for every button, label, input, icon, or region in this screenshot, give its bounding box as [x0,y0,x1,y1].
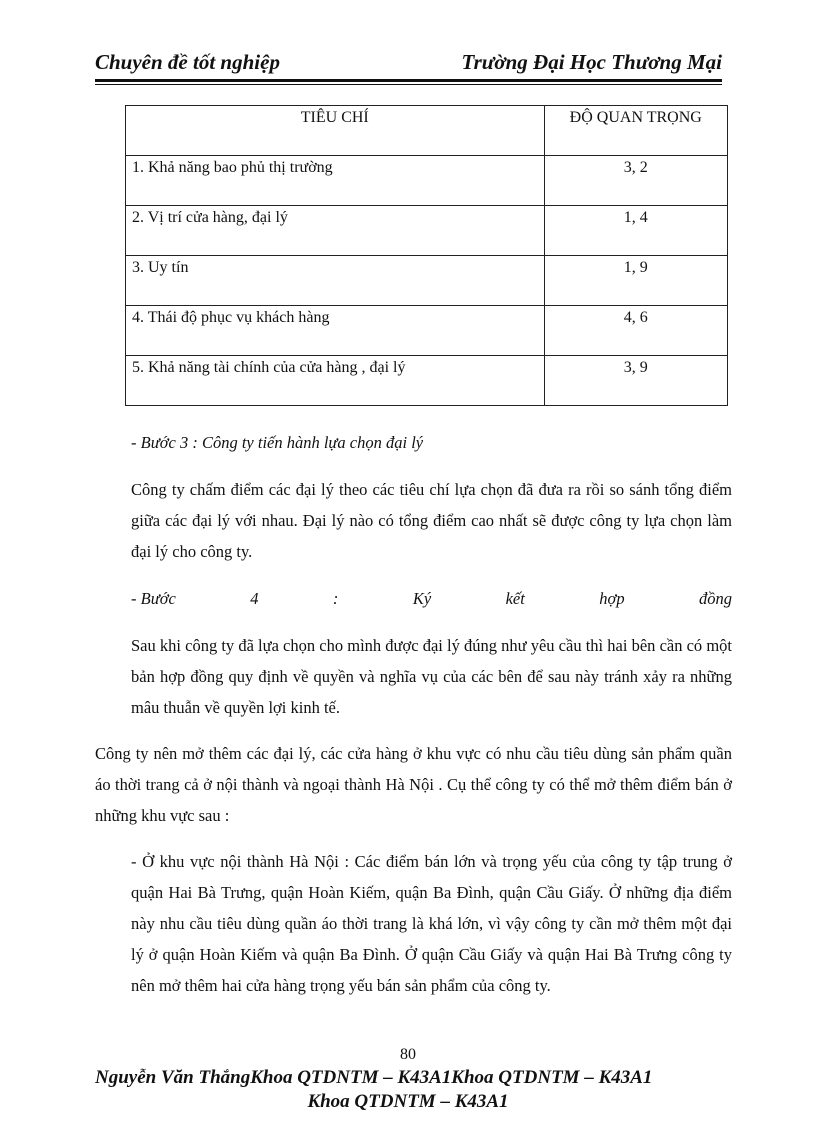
header-left-title: Chuyên đề tốt nghiệp [95,50,280,74]
weight-cell: 1, 9 [544,256,727,306]
criterion-cell: 3. Uy tín [126,256,545,306]
weight-cell: 4, 6 [544,306,727,356]
table-header-row [126,106,728,156]
criteria-table [125,105,728,406]
step-3-heading: - Bước 3 : Công ty tiến hành lựa chọn đại lý [131,433,424,452]
page-number: 80 [400,1046,416,1063]
paragraph-expansion: Công ty nên mở thêm các đại lý, các cửa hàng ở khu vực có nhu cầu tiêu dùng sản phẩm quần áo thời trang cả ở nội thành và ngoại thành Hà Nội . Cụ thể công ty có thể mở thêm điểm bán ở những khu vực sau : [95,744,732,825]
paragraph-scoring: Công ty chấm điểm các đại lý theo các tiêu chí lựa chọn đã đưa ra rồi so sánh tổng điểm giữa các đại lý với nhau. Đại lý nào có tổng điểm cao nhất sẽ được công ty lựa chọn làm đại lý cho công ty. [131,480,732,561]
step-4-word: 4 [250,589,259,608]
weight-cell: 3, 9 [544,356,727,406]
step-4-word: Ký [412,589,432,608]
criterion-cell: 1. Khả năng bao phủ thị trường [126,156,545,206]
footer-line-1: Nguyễn Văn ThắngKhoa QTDNTM – K43A1Khoa QTDNTM – K43A1 [95,1067,653,1088]
step-4-word: hợp [599,589,625,608]
footer-line-2: Khoa QTDNTM – K43A1 [307,1091,509,1112]
header-right-title: Trường Đại Học Thương Mại [461,50,722,74]
paragraph-inner-city: - Ở khu vực nội thành Hà Nội : Các điểm bán lớn và trọng yếu của công ty tập trung ở quận Hai Bà Trưng, quận Hoàn Kiếm, quận Ba Đình, quận Cầu Giấy. Ở những địa điểm này nhu cầu tiêu dùng quần áo thời trang là khá lớn, vì vậy công ty cần mở thêm một đại lý ở quận Hoàn Kiếm và quận Ba Đình. Ở quận Cầu Giấy và quận Hai Bà Trưng công ty nên mở thêm hai cửa hàng trọng yếu bán sản phẩm của công ty. [131,852,732,995]
table-row [126,256,728,306]
step-4-heading [131,583,732,614]
criterion-cell: 2. Vị trí cửa hàng, đại lý [126,206,545,256]
table-row [126,206,728,256]
weight-cell: 1, 4 [544,206,727,256]
step-4-word: - Bước [131,589,176,608]
header-rule-thin [95,84,722,85]
weight-cell: 3, 2 [544,156,727,206]
page-header [95,50,722,80]
step-4-word: kết [505,589,525,608]
header-rule-thick [95,79,722,82]
table-row [126,156,728,206]
table-row [126,306,728,356]
criterion-cell: 4. Thái độ phục vụ khách hàng [126,306,545,356]
step-4-word: : [332,589,339,608]
paragraph-contract: Sau khi công ty đã lựa chọn cho mình được đại lý đúng như yêu cầu thì hai bên cần có một bản hợp đồng quy định về quyền và nghĩa vụ của các bên để sau này tránh xảy ra những mâu thuẫn về quyền lợi kinh tế. [131,636,732,717]
column-header-criterion: TIÊU CHÍ [126,106,545,156]
column-header-weight: ĐỘ QUAN TRỌNG [544,106,727,156]
table-row [126,356,728,406]
criterion-cell: 5. Khả năng tài chính của cửa hàng , đại lý [126,356,545,406]
step-4-word: đồng [699,589,732,608]
